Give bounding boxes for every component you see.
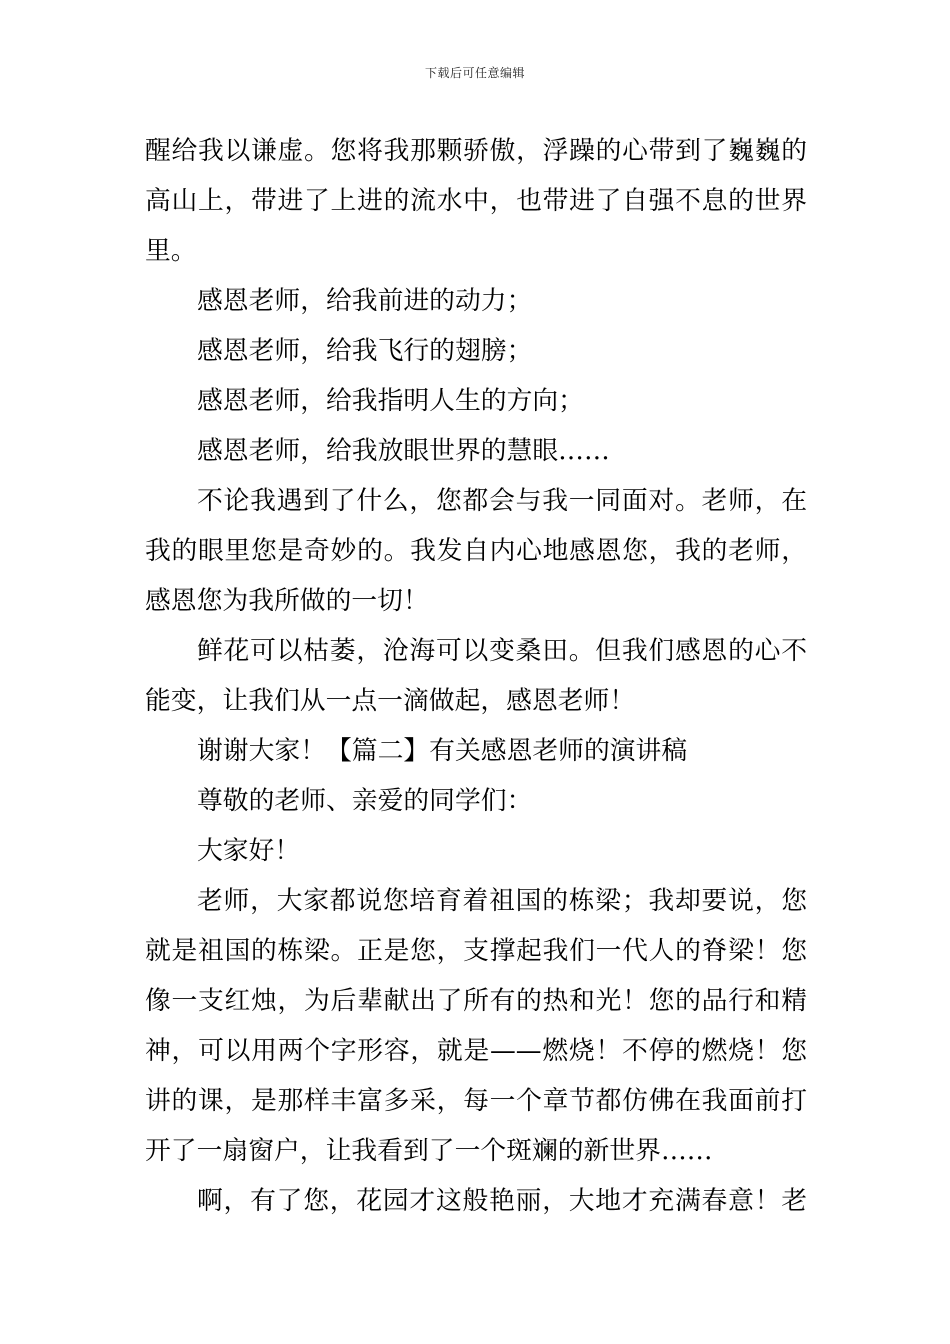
text-line: 就是祖国的栋梁。正是您，支撑起我们一代人的脊梁！您 [145, 936, 807, 966]
text-line: 老师，大家都说您培育着祖国的栋梁；我却要说，您 [197, 886, 807, 916]
text-line: 感恩老师，给我指明人生的方向； [197, 386, 584, 416]
page-header: 下载后可任意编辑 [424, 66, 525, 80]
text-line: 啊，有了您，花园才这般艳丽，大地才充满春意！老 [197, 1186, 807, 1216]
text-line: 感恩您为我所做的一切！ [145, 586, 429, 616]
text-line: 开了一扇窗户，让我看到了一个斑斓的新世界…… [145, 1136, 713, 1166]
text-line: 感恩老师，给我前进的动力； [197, 286, 533, 316]
text-line: 我的眼里您是奇妙的。我发自内心地感恩您，我的老师， [145, 536, 807, 566]
text-line: 能变，让我们从一点一滴做起，感恩老师！ [145, 686, 636, 716]
text-line: 里。 [145, 236, 197, 266]
text-line: 鲜花可以枯萎，沧海可以变桑田。但我们感恩的心不 [197, 636, 807, 666]
text-line: 神，可以用两个字形容，就是——燃烧！不停的燃烧！您 [145, 1036, 807, 1066]
text-line: 谢谢大家！【篇二】有关感恩老师的演讲稿 [197, 736, 688, 766]
text-line: 感恩老师，给我飞行的翅膀； [197, 336, 533, 366]
text-line: 不论我遇到了什么，您都会与我一同面对。老师，在 [197, 486, 807, 516]
text-line: 讲的课，是那样丰富多采，每一个章节都仿佛在我面前打 [145, 1086, 807, 1116]
text-line: 尊敬的老师、亲爱的同学们： [197, 786, 533, 816]
document-body [145, 126, 807, 1226]
text-line: 高山上，带进了上进的流水中，也带进了自强不息的世界 [145, 186, 807, 216]
text-line: 感恩老师，给我放眼世界的慧眼…… [197, 436, 610, 466]
text-line: 大家好！ [197, 836, 301, 866]
text-line: 醒给我以谦虚。您将我那颗骄傲，浮躁的心带到了巍巍的 [145, 136, 807, 166]
text-line: 像一支红烛，为后辈献出了所有的热和光！您的品行和精 [145, 986, 807, 1016]
